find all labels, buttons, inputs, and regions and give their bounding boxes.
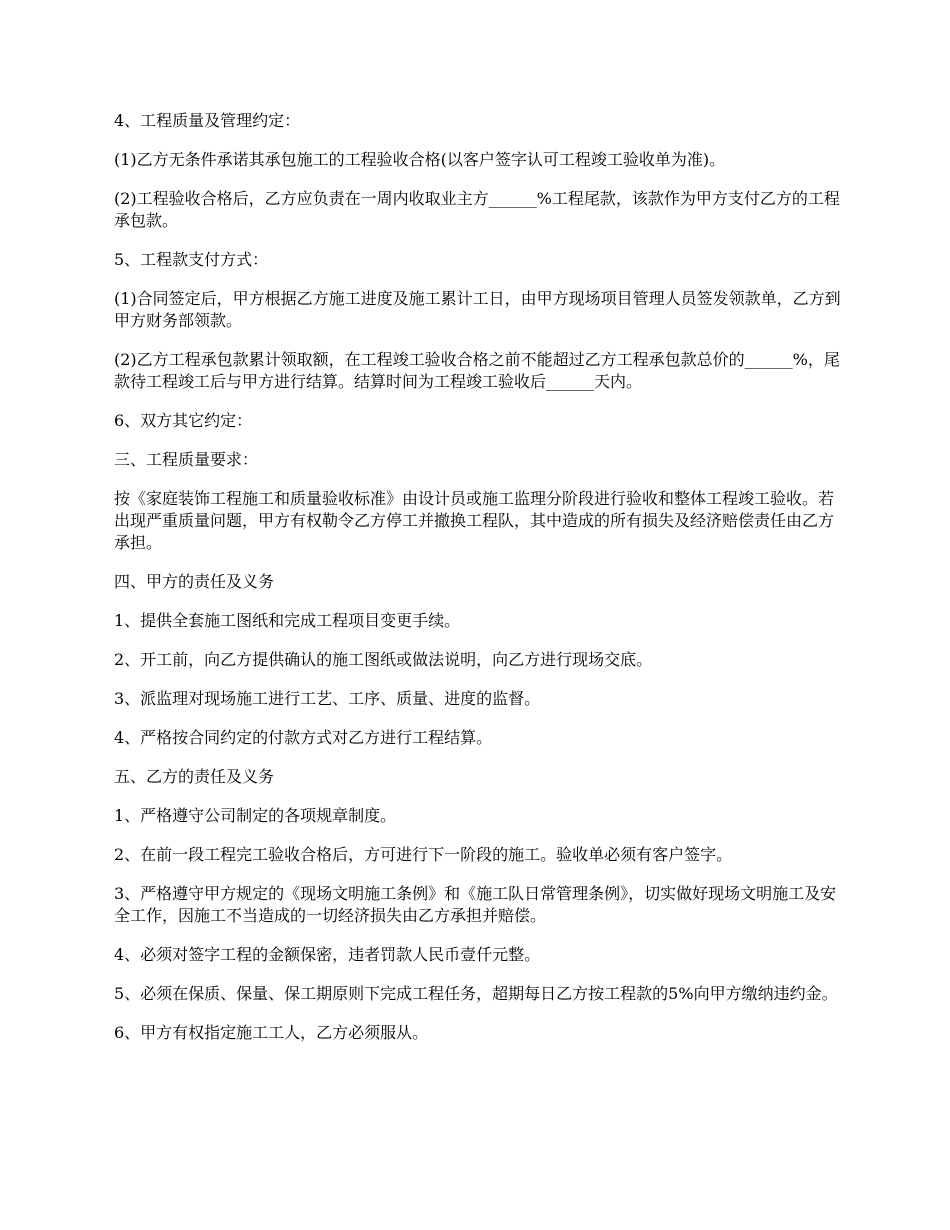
section-heading-party-a-duties: 四、甲方的责任及义务 xyxy=(114,572,275,591)
clause-heading-other-agreements: 6、双方其它约定： xyxy=(114,411,253,430)
clause-item: (2)工程验收合格后，乙方应负责在一周内收取业主方______%工程尾款，该款作为甲方支付乙方的工程承包款。 xyxy=(114,189,840,230)
clause-heading-quality-management: 4、工程质量及管理约定： xyxy=(114,111,301,130)
clause-item: (1)合同签定后，甲方根据乙方施工进度及施工累计工日，由甲方现场项目管理人员签发领款单，乙方到甲方财务部领款。 xyxy=(114,289,841,330)
clause-item: 6、甲方有权指定施工工人，乙方必须服从。 xyxy=(114,1023,429,1042)
clause-heading-payment-method: 5、工程款支付方式： xyxy=(114,250,269,269)
clause-item: (1)乙方无条件承诺其承包施工的工程验收合格(以客户签字认可工程竣工验收单为准)。 xyxy=(114,150,726,169)
clause-item: 2、开工前，向乙方提供确认的施工图纸或做法说明，向乙方进行现场交底。 xyxy=(114,650,653,669)
document-body xyxy=(114,110,848,1061)
clause-item: (2)乙方工程承包款累计领取额，在工程竣工验收合格之前不能超过乙方工程承包款总价的______%，尾款待工程竣工后与甲方进行结算。结算时间为工程竣工验收后______天内。 xyxy=(114,350,840,391)
clause-item: 3、派监理对现场施工进行工艺、工序、质量、进度的监督。 xyxy=(114,689,541,708)
clause-item: 1、提供全套施工图纸和完成工程项目变更手续。 xyxy=(114,611,461,630)
clause-item: 2、在前一段工程完工验收合格后，方可进行下一阶段的施工。验收单必须有客户签字。 xyxy=(114,845,733,864)
clause-item: 5、必须在保质、保量、保工期原则下完成工程任务，超期每日乙方按工程款的5%向甲方缴纳违约金。 xyxy=(114,984,838,1003)
clause-item: 4、严格按合同约定的付款方式对乙方进行工程结算。 xyxy=(114,728,493,747)
section-heading-quality-requirements: 三、工程质量要求： xyxy=(114,450,259,469)
section-heading-party-b-duties: 五、乙方的责任及义务 xyxy=(114,767,275,786)
section-body: 按《家庭装饰工程施工和质量验收标准》由设计员或施工监理分阶段进行验收和整体工程竣工验收。若出现严重质量问题，甲方有权勒令乙方停工并撤换工程队，其中造成的所有损失及经济赔偿责任由乙方承担。 xyxy=(114,489,835,552)
clause-item: 1、严格遵守公司制定的各项规章制度。 xyxy=(114,806,397,825)
clause-item: 3、严格遵守甲方规定的《现场文明施工条例》和《施工队日常管理条例》，切实做好现场文明施工及安全工作，因施工不当造成的一切经济损失由乙方承担并赔偿。 xyxy=(114,884,837,925)
clause-item: 4、必须对签字工程的金额保密，违者罚款人民币壹仟元整。 xyxy=(114,945,541,964)
